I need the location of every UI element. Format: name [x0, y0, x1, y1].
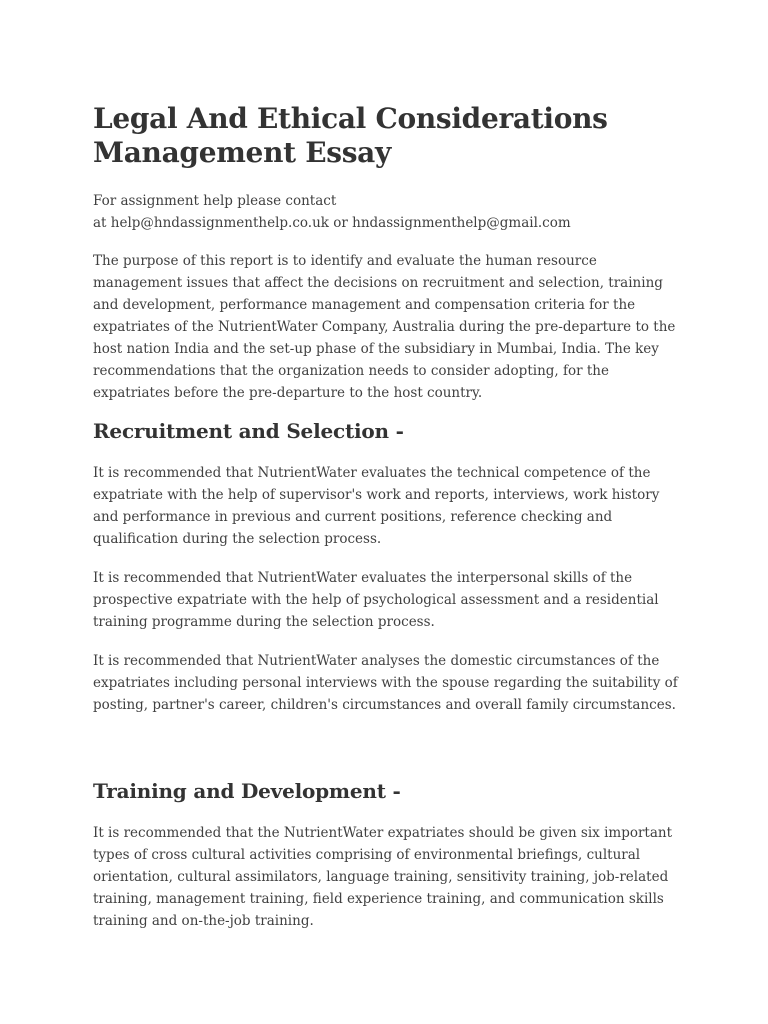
training-paragraph: It is recommended that the NutrientWater expatriates should be given six important types of cross cultural activities comprising of environmental briefings, cultural orientation, cultural assimilators, language training, sensitivity training, job-related training, management training, field experience training, and communication skills training and on-the-job training.	[93, 825, 673, 929]
recruitment-paragraph: It is recommended that NutrientWater evaluates the interpersonal skills of the prospective expatriate with the help of psychological assessment and a residential training programme during the selection process.	[93, 570, 659, 630]
contact-line-1: For assignment help please contact	[93, 193, 337, 209]
section-heading-recruitment: Recruitment and Selection -	[93, 419, 404, 443]
recruitment-paragraph: It is recommended that NutrientWater analyses the domestic circumstances of the expatriates including personal interviews with the spouse regarding the suitability of posting, partner's career, children's circumstances and overall family circumstances.	[93, 653, 678, 713]
document-page	[93, 102, 683, 932]
recruitment-paragraph: It is recommended that NutrientWater evaluates the technical competence of the expatriate with the help of supervisor's work and reports, interviews, work history and performance in previous and current positions, reference checking and qualification during the selection process.	[93, 465, 660, 547]
contact-info	[93, 190, 683, 234]
contact-line-2: at help@hndassignmenthelp.co.uk or hndassignmenthelp@gmail.com	[93, 215, 571, 231]
section-heading-training: Training and Development -	[93, 779, 401, 803]
document-title: Legal And Ethical Considerations Management Essay	[93, 102, 608, 169]
intro-paragraph: The purpose of this report is to identify and evaluate the human resource management issues that affect the decisions on recruitment and selection, training and development, performance management and compensation criteria for the expatriates of the NutrientWater Company, Australia during the pre-departure to the host nation India and the set-up phase of the subsidiary in Mumbai, India. The key recommendations that the organization needs to consider adopting, for the expatriates before the pre-departure to the host country.	[93, 253, 676, 401]
